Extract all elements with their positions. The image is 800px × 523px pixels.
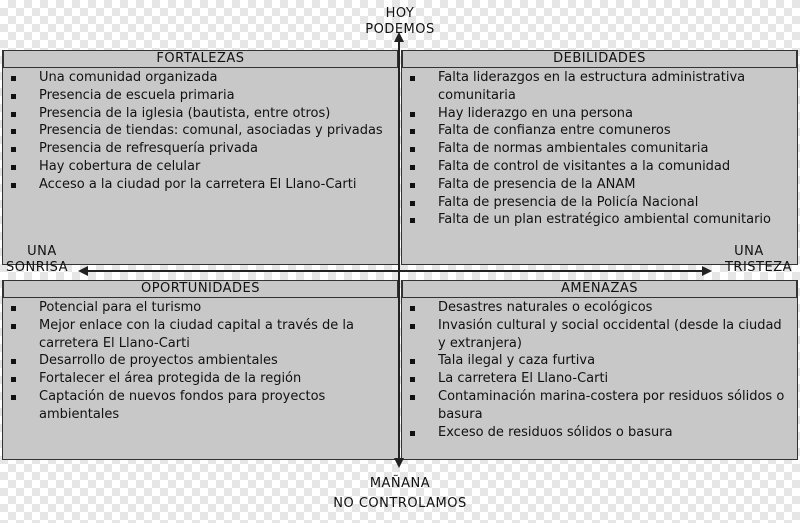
fortalezas-list bbox=[7, 69, 394, 194]
axis-top-line2: PODEMOS bbox=[365, 22, 435, 37]
oportunidades-title-bar bbox=[3, 280, 398, 298]
list-item: Desarrollo de proyectos ambientales bbox=[7, 352, 394, 370]
debilidades-title-bar bbox=[402, 50, 797, 68]
list-item: Potencial para el turismo bbox=[7, 299, 394, 317]
oportunidades-title: OPORTUNIDADES bbox=[140, 281, 261, 296]
list-item: Desastres naturales o ecológicos bbox=[406, 299, 793, 317]
amenazas-list bbox=[406, 299, 793, 441]
axis-right-label bbox=[700, 244, 796, 276]
list-item: Presencia de la iglesia (bautista, entre otros) bbox=[7, 105, 394, 123]
debilidades-list bbox=[406, 69, 793, 229]
arrow-down-icon bbox=[394, 458, 404, 468]
list-item: Falta de control de visitantes a la comunidad bbox=[406, 158, 793, 176]
amenazas-quadrant bbox=[401, 280, 798, 460]
list-item: Contaminación marina-costera por residuos sólidos o basura bbox=[406, 388, 793, 424]
list-item: Captación de nuevos fondos para proyectos ambientales bbox=[7, 388, 394, 424]
debilidades-title: DEBILIDADES bbox=[553, 51, 646, 66]
amenazas-title-bar bbox=[402, 280, 797, 298]
axis-bottom-line2: NO CONTROLAMOS bbox=[333, 496, 467, 511]
list-item: Falta de normas ambientales comunitaria bbox=[406, 140, 793, 158]
list-item: Presencia de escuela primaria bbox=[7, 87, 394, 105]
list-item: Una comunidad organizada bbox=[7, 69, 394, 87]
fortalezas-title: FORTALEZAS bbox=[156, 51, 245, 66]
list-item: Mejor enlace con la ciudad capital a través de la carretera El Llano-Carti bbox=[7, 317, 394, 353]
list-item: Hay liderazgo en una persona bbox=[406, 105, 793, 123]
list-item: Falta de presencia de la ANAM bbox=[406, 176, 793, 194]
axis-bottom-label bbox=[300, 474, 500, 514]
list-item: Presencia de tiendas: comunal, asociadas y privadas bbox=[7, 122, 394, 140]
vertical-axis bbox=[398, 40, 400, 460]
axis-left-line1: UNA bbox=[27, 244, 57, 259]
list-item: Fortalecer el área protegida de la región bbox=[7, 370, 394, 388]
axis-left-label bbox=[2, 244, 82, 276]
list-item: Invasión cultural y social occidental (desde la ciudad y extranjera) bbox=[406, 317, 793, 353]
oportunidades-list bbox=[7, 299, 394, 424]
debilidades-quadrant bbox=[401, 50, 798, 265]
axis-right-line1: UNA bbox=[734, 244, 764, 259]
list-item: La carretera El Llano-Carti bbox=[406, 370, 793, 388]
list-item: Falta liderazgos en la estructura administrativa comunitaria bbox=[406, 69, 793, 105]
list-item: Tala ilegal y caza furtiva bbox=[406, 352, 793, 370]
axis-right-line2: TRISTEZA bbox=[724, 260, 792, 275]
fortalezas-title-bar bbox=[3, 50, 398, 68]
axis-bottom-line1: MAÑANA bbox=[369, 476, 431, 491]
list-item: Exceso de residuos sólidos o basura bbox=[406, 424, 793, 442]
oportunidades-quadrant bbox=[2, 280, 399, 460]
list-item: Falta de confianza entre comuneros bbox=[406, 122, 793, 140]
list-item: Falta de presencia de la Policía Nacional bbox=[406, 194, 793, 212]
arrow-up-icon bbox=[394, 32, 404, 42]
list-item: Acceso a la ciudad por la carretera El Llano-Carti bbox=[7, 176, 394, 194]
axis-left-line2: SONRISA bbox=[6, 260, 68, 275]
amenazas-title: AMENAZAS bbox=[561, 281, 638, 296]
fortalezas-quadrant bbox=[2, 50, 399, 265]
list-item: Presencia de refresquería privada bbox=[7, 140, 394, 158]
horizontal-axis bbox=[86, 270, 704, 272]
list-item: Falta de un plan estratégico ambiental comunitario bbox=[406, 211, 793, 229]
list-item: Hay cobertura de celular bbox=[7, 158, 394, 176]
axis-top-line1: HOY bbox=[385, 6, 415, 21]
